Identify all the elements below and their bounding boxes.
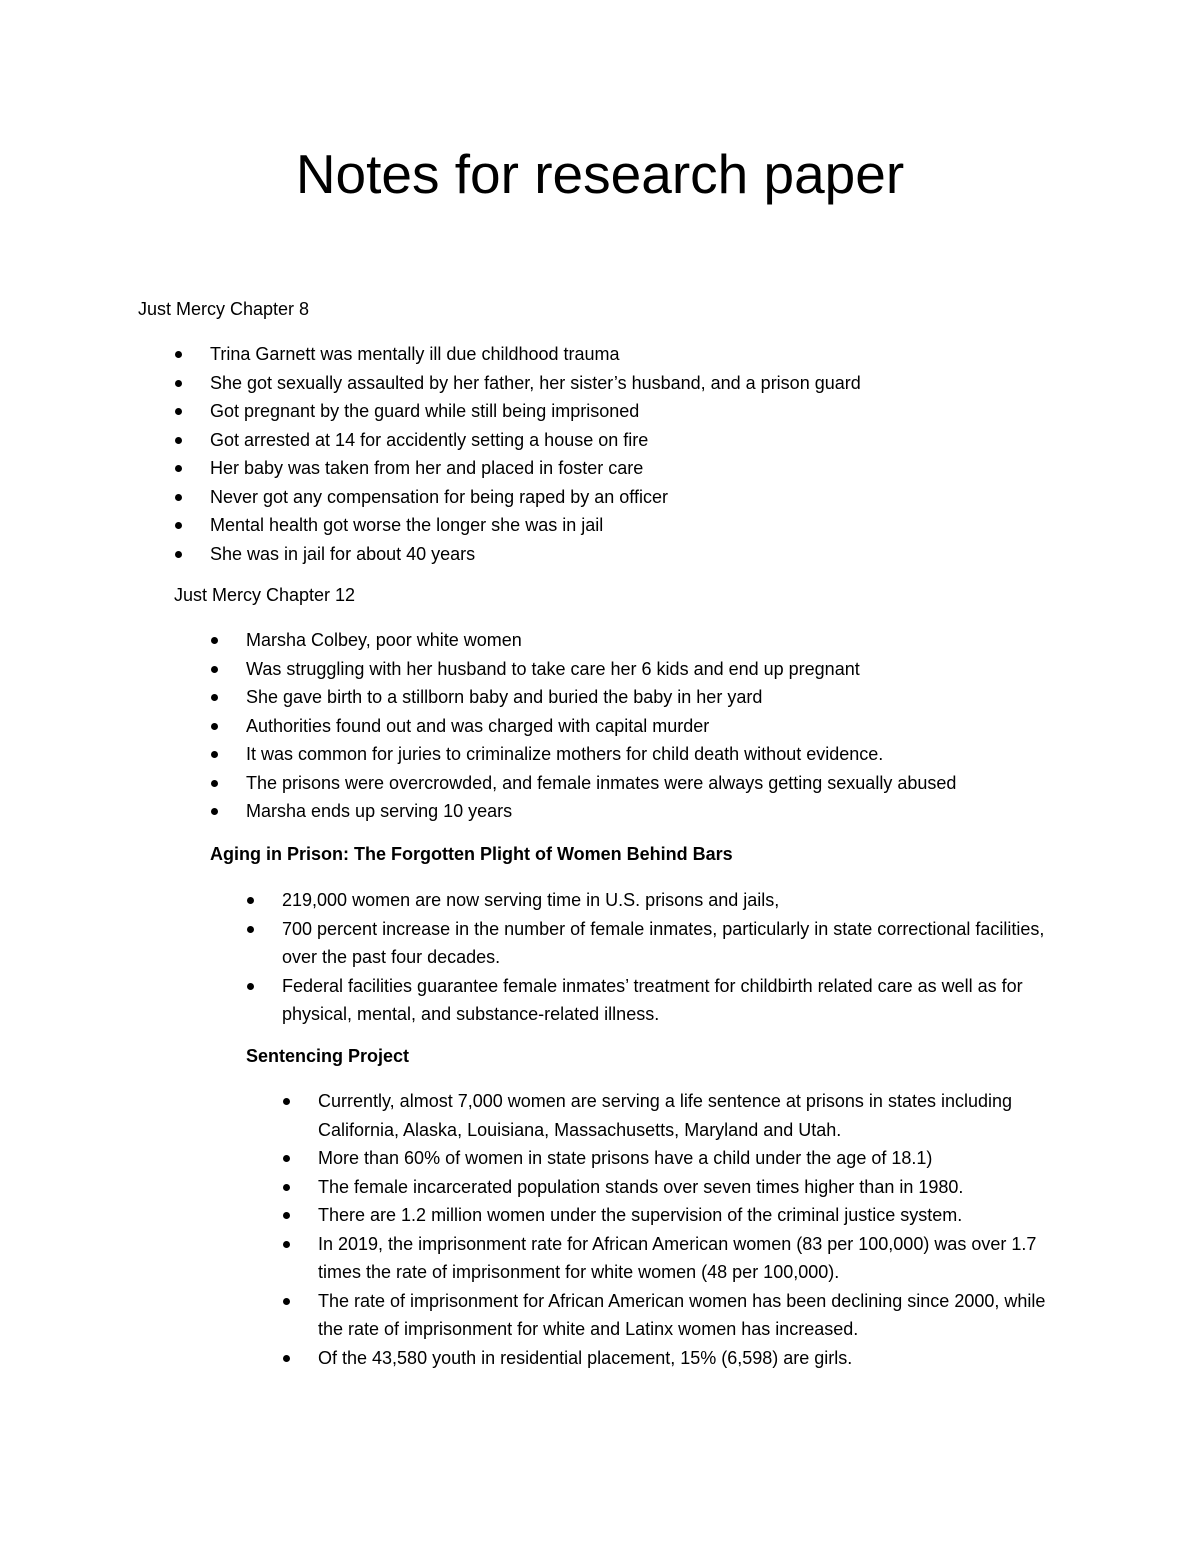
list-item-text: Got arrested at 14 for accidently setting a house on fire <box>210 429 649 450</box>
list-item <box>174 683 1066 712</box>
list-item-text: More than 60% of women in state prisons have a child under the age of 18.1) <box>318 1148 933 1168</box>
list-item-text: She gave birth to a stillborn baby and buried the baby in her yard <box>246 687 763 707</box>
bullet-icon <box>283 1241 290 1248</box>
list-item-text: Of the 43,580 youth in residential placement, 15% (6,598) are girls. <box>318 1347 853 1368</box>
list-item-text: The female incarcerated population stands over seven times higher than in 1980. <box>318 1176 964 1197</box>
bullet-list <box>246 1087 1058 1372</box>
list-item <box>246 1344 1058 1373</box>
list-item-text: Marsha Colbey, poor white women <box>246 630 522 650</box>
list-item-text: It was common for juries to criminalize mothers for child death without evidence. <box>246 744 884 764</box>
bullet-icon <box>283 1155 290 1162</box>
list-item <box>246 1144 1058 1173</box>
list-item <box>138 454 970 483</box>
list-item-text: Mental health got worse the longer she was in jail <box>210 515 604 535</box>
list-item <box>246 1087 1058 1144</box>
bullet-icon <box>211 637 218 644</box>
bullet-icon <box>175 380 182 387</box>
bullet-icon <box>211 751 218 758</box>
list-item <box>210 972 1062 1029</box>
bullet-icon <box>175 551 182 558</box>
bullet-icon <box>283 1098 290 1105</box>
list-item <box>174 740 1066 769</box>
bullet-icon <box>283 1355 290 1362</box>
section-just-mercy-chapter-12 <box>174 581 1066 826</box>
section-just-mercy-chapter-8 <box>138 295 970 568</box>
list-item <box>138 426 970 455</box>
list-item-text: The prisons were overcrowded, and female inmates were always getting sexually abused <box>246 772 957 793</box>
list-item <box>210 886 1062 915</box>
list-item-text: There are 1.2 million women under the supervision of the criminal justice system. <box>318 1205 963 1225</box>
list-item-text: Federal facilities guarantee female inmates’ treatment for childbirth related care as well as for physical, mental, and substance-related illness. <box>282 975 1023 1024</box>
section-heading: Aging in Prison: The Forgotten Plight of Women Behind Bars <box>210 844 733 864</box>
list-item <box>210 915 1062 972</box>
list-item <box>174 626 1066 655</box>
section-sentencing-project <box>246 1042 1058 1372</box>
list-item-text: The rate of imprisonment for African American women has been declining since 2000, while the rate of imprisonment for white and Latinx women has increased. <box>318 1290 1046 1339</box>
list-item <box>174 797 1066 826</box>
bullet-icon <box>175 351 182 358</box>
bullet-icon <box>175 465 182 472</box>
bullet-icon <box>247 926 254 933</box>
list-item <box>174 655 1066 684</box>
list-item <box>246 1201 1058 1230</box>
bullet-icon <box>211 666 218 673</box>
list-item <box>174 712 1066 741</box>
bullet-icon <box>211 808 218 815</box>
list-item-text: 219,000 women are now serving time in U.S. prisons and jails, <box>282 890 780 910</box>
bullet-icon <box>175 522 182 529</box>
list-item-text: Was struggling with her husband to take care her 6 kids and end up pregnant <box>246 658 860 679</box>
list-item <box>246 1287 1058 1344</box>
bullet-icon <box>247 983 254 990</box>
bullet-list <box>138 340 970 568</box>
list-item <box>138 540 970 569</box>
list-item-text: In 2019, the imprisonment rate for African American women (83 per 100,000) was over 1.7 times the rate of imprisonment for white women (48 per 100,000). <box>318 1233 1037 1282</box>
bullet-icon <box>247 897 254 904</box>
page-title: Notes for research paper <box>295 143 905 205</box>
list-item-text: Authorities found out and was charged with capital murder <box>246 715 710 736</box>
bullet-icon <box>283 1184 290 1191</box>
list-item-text: Her baby was taken from her and placed in foster care <box>210 458 644 478</box>
bullet-icon <box>211 694 218 701</box>
list-item-text: 700 percent increase in the number of female inmates, particularly in state correctional facilities, over the past four decades. <box>282 918 1045 967</box>
list-item <box>246 1230 1058 1287</box>
list-item <box>138 483 970 512</box>
list-item <box>138 397 970 426</box>
list-item-text: Currently, almost 7,000 women are serving a life sentence at prisons in states including California, Alaska, Louisiana, Massachusetts, Maryland and Utah. <box>318 1091 1013 1140</box>
bullet-icon <box>283 1298 290 1305</box>
list-item <box>174 769 1066 798</box>
list-item <box>138 511 970 540</box>
bullet-list <box>174 626 1066 826</box>
bullet-icon <box>175 494 182 501</box>
section-aging-in-prison <box>210 840 1062 1029</box>
list-item-text: Got pregnant by the guard while still being imprisoned <box>210 401 640 421</box>
bullet-icon <box>283 1212 290 1219</box>
bullet-list <box>210 886 1062 1029</box>
list-item-text: Trina Garnett was mentally ill due childhood trauma <box>210 344 620 364</box>
list-item-text: She was in jail for about 40 years <box>210 543 476 564</box>
section-heading: Just Mercy Chapter 12 <box>174 585 356 605</box>
list-item <box>246 1173 1058 1202</box>
bullet-icon <box>175 437 182 444</box>
bullet-icon <box>175 408 182 415</box>
list-item-text: She got sexually assaulted by her father, her sister’s husband, and a prison guard <box>210 372 861 393</box>
bullet-icon <box>211 723 218 730</box>
section-heading: Sentencing Project <box>246 1046 410 1066</box>
section-heading: Just Mercy Chapter 8 <box>138 299 310 319</box>
list-item-text: Marsha ends up serving 10 years <box>246 801 513 821</box>
list-item-text: Never got any compensation for being raped by an officer <box>210 486 668 507</box>
list-item <box>138 369 970 398</box>
bullet-icon <box>211 780 218 787</box>
list-item <box>138 340 970 369</box>
